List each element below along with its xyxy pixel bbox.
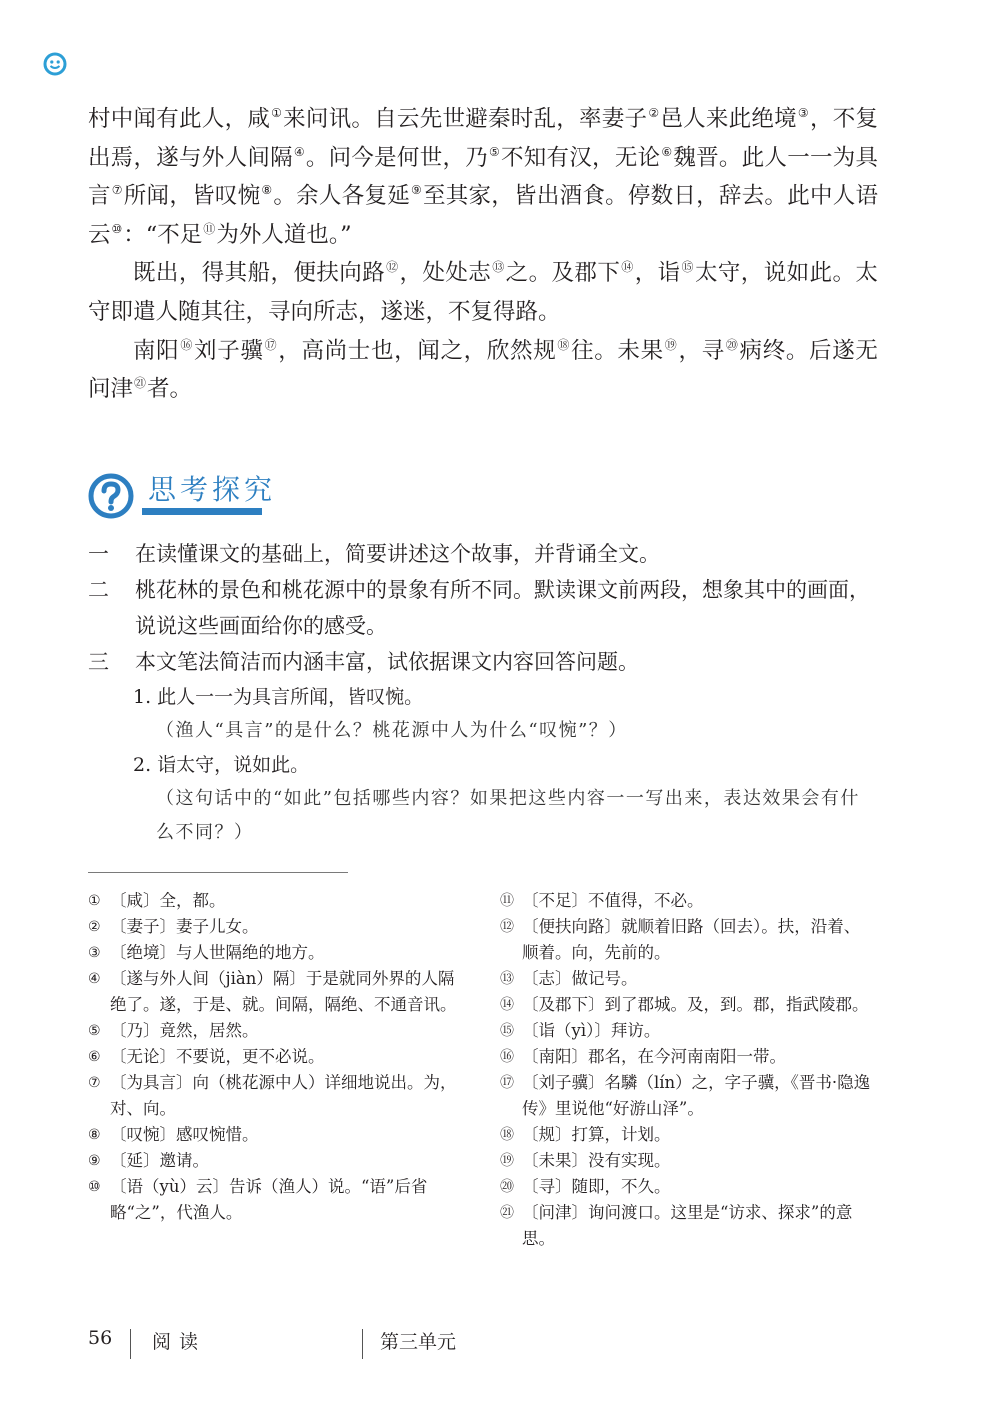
text-run: ，诣 bbox=[634, 260, 681, 287]
footnote-marker: ⑥ bbox=[661, 144, 673, 159]
footnote-number: ⑳ bbox=[500, 1179, 514, 1195]
footnote bbox=[88, 940, 463, 966]
footnote-marker: ⑦ bbox=[111, 183, 123, 198]
footnote-text: 〔不足〕不值得，不必。 bbox=[522, 891, 704, 910]
text-run: 者。 bbox=[147, 376, 193, 403]
question-text: 本文笔法简洁而内涵丰富，试依据课文内容回答问题。 bbox=[135, 650, 639, 674]
footnote-text: 〔妻子〕妻子儿女。 bbox=[110, 917, 259, 936]
footnote-text: 〔未果〕没有实现。 bbox=[522, 1151, 671, 1170]
footnote-text: 〔规〕打算，计划。 bbox=[522, 1125, 671, 1144]
footnote-number: ⑰ bbox=[500, 1075, 514, 1091]
footnote-text: 〔志〕做记号。 bbox=[522, 969, 638, 988]
text-run: 南阳 bbox=[133, 337, 180, 364]
footnote-text: 〔寻〕随即，不久。 bbox=[522, 1177, 671, 1196]
footnote-text: 〔无论〕不要说，更不必说。 bbox=[110, 1047, 325, 1066]
text-run: 村中闻有此人，咸 bbox=[88, 106, 271, 132]
footnote-divider bbox=[88, 872, 348, 873]
footnote-number: ⑨ bbox=[88, 1153, 101, 1169]
footnote-number: ② bbox=[88, 919, 101, 935]
footnote-marker: ⑬ bbox=[492, 260, 505, 275]
text-run: 魏晋。此人一一为具言 bbox=[88, 144, 878, 210]
footnote bbox=[500, 914, 872, 966]
text-run: 不知有汉，无论 bbox=[501, 144, 661, 171]
footnote-marker: ⑲ bbox=[664, 337, 678, 352]
sub-question-1: 1. 此人一一为具言所闻，皆叹惋。 bbox=[133, 686, 424, 708]
footnote-text: 〔南阳〕郡名，在今河南南阳一带。 bbox=[522, 1047, 786, 1066]
footnote bbox=[88, 1122, 463, 1148]
text-run: 所闻，皆叹惋 bbox=[123, 183, 261, 210]
footnote bbox=[500, 888, 872, 914]
footer-section-label: 阅读 bbox=[152, 1331, 207, 1353]
footnote-number: ㉑ bbox=[500, 1205, 514, 1221]
footnote bbox=[500, 1122, 872, 1148]
footnote-marker: ⑩ bbox=[111, 221, 123, 236]
text-run: 病终。后遂无问津 bbox=[88, 337, 878, 403]
footnote-text: 〔诣（yì）〕拜访。 bbox=[522, 1021, 661, 1040]
footnotes-left bbox=[88, 888, 463, 1226]
footnote-marker: ⑫ bbox=[386, 260, 399, 275]
footnote-marker: ⑳ bbox=[725, 337, 739, 352]
footnote-text: 〔乃〕竟然，居然。 bbox=[110, 1021, 259, 1040]
text-run: 至其家，皆出酒食。停数日，辞去。此中人语云 bbox=[88, 183, 878, 248]
question-number: 一 bbox=[88, 542, 109, 566]
page-number: 56 bbox=[88, 1327, 113, 1349]
footnote-text: 〔为具言〕向（桃花源中人）详细地说出。为，对、向。 bbox=[110, 1073, 457, 1118]
footnote-text: 〔延〕邀请。 bbox=[110, 1151, 209, 1170]
footnote bbox=[500, 1148, 872, 1174]
paragraph-2 bbox=[88, 254, 878, 331]
sub-question-2-hint: （这句话中的“如此”包括哪些内容？如果把这些内容一一写出来，表达效果会有什么不同？） bbox=[156, 788, 860, 843]
questions-list bbox=[88, 536, 878, 850]
footnote-number: ⑬ bbox=[500, 971, 514, 987]
footnote-marker: ⑧ bbox=[261, 183, 273, 198]
footnote-marker: ⑰ bbox=[264, 337, 278, 352]
footnote-number: ⑯ bbox=[500, 1049, 514, 1065]
text-run: 来问讯。自云先世避秦时乱，率妻子 bbox=[283, 106, 648, 132]
footnote bbox=[88, 914, 463, 940]
text-run: 邑人来此绝境 bbox=[660, 106, 797, 132]
footnote bbox=[500, 1018, 872, 1044]
question-text: 在读懂课文的基础上，简要讲述这个故事，并背诵全文。 bbox=[135, 542, 660, 566]
footnote-text: 〔绝境〕与人世隔绝的地方。 bbox=[110, 943, 325, 962]
footnote-marker: ③ bbox=[797, 106, 809, 120]
text-run: 。问今是何世，乃 bbox=[305, 144, 488, 171]
paragraph-1 bbox=[88, 100, 878, 254]
text-run: 往。未果 bbox=[571, 337, 664, 364]
text-run: 之。及郡下 bbox=[505, 260, 621, 287]
question-1 bbox=[88, 536, 878, 572]
footnote-marker: ⑱ bbox=[557, 337, 571, 352]
footnote bbox=[88, 1018, 463, 1044]
text-run: ：“不足 bbox=[123, 221, 203, 248]
section-title-underline bbox=[142, 508, 262, 515]
footnote bbox=[88, 1174, 463, 1226]
question-number: 二 bbox=[88, 578, 109, 602]
footnote bbox=[88, 966, 463, 1018]
footnote-number: ⑪ bbox=[500, 893, 514, 909]
text-run: 为外人道也。” bbox=[216, 221, 352, 248]
text-run: ，高尚士也，闻之，欣然规 bbox=[278, 337, 557, 364]
footnote bbox=[500, 992, 872, 1018]
footnote-text: 〔咸〕全，都。 bbox=[110, 891, 226, 910]
sub-question-2: 2. 诣太守，说如此。 bbox=[133, 754, 310, 776]
footnote-marker: ⑮ bbox=[681, 260, 694, 275]
footnote bbox=[500, 1174, 872, 1200]
footnote-marker: ㉑ bbox=[134, 376, 147, 391]
footnote bbox=[500, 1070, 872, 1122]
footnote-number: ⑫ bbox=[500, 919, 514, 935]
text-run: 太守，说如此。太守即遣人随其往，寻向所志，遂迷，不复得路。 bbox=[88, 260, 878, 325]
text-run: ，不复出焉，遂与外人间隔 bbox=[88, 106, 878, 171]
footnote-marker: ⑨ bbox=[410, 183, 423, 198]
footnote-text: 〔便扶向路〕就顺着旧路（回去）。扶，沿着、顺着。向，先前的。 bbox=[522, 917, 861, 962]
text-run: 刘子骥 bbox=[194, 337, 264, 364]
footnote-marker: ⑤ bbox=[488, 144, 501, 159]
footnote-text: 〔语（yù）云〕告诉（渔人）说。“语”后省略“之”，代渔人。 bbox=[110, 1177, 428, 1222]
footnotes-right bbox=[500, 888, 872, 1252]
footnote-number: ⑩ bbox=[88, 1179, 101, 1195]
footnote-number: ⑱ bbox=[500, 1127, 514, 1143]
footnote bbox=[88, 1148, 463, 1174]
footnote-marker: ② bbox=[648, 106, 660, 120]
footnote bbox=[88, 1070, 463, 1122]
footnote-text: 〔叹惋〕感叹惋惜。 bbox=[110, 1125, 259, 1144]
footnote-marker: ⑪ bbox=[203, 221, 216, 236]
main-text bbox=[88, 100, 878, 409]
footnote-number: ⑥ bbox=[88, 1049, 101, 1065]
text-run: 。余人各复延 bbox=[273, 183, 410, 210]
footnote bbox=[500, 1200, 872, 1252]
footnote-number: ④ bbox=[88, 971, 101, 987]
footnote-number: ⑤ bbox=[88, 1023, 101, 1039]
footnote bbox=[88, 888, 463, 914]
footer-divider bbox=[130, 1329, 131, 1359]
footnote bbox=[88, 1044, 463, 1070]
footnote-marker: ⑯ bbox=[180, 337, 194, 352]
footnote-number: ⑮ bbox=[500, 1023, 514, 1039]
sub-question-1-hint: （渔人“具言”的是什么？桃花源中人为什么“叹惋”？） bbox=[156, 720, 628, 741]
footer-unit-label: 第三单元 bbox=[380, 1331, 457, 1353]
footnote-number: ⑦ bbox=[88, 1075, 101, 1091]
text-run: 既出，得其船，便扶向路 bbox=[133, 260, 386, 287]
text-run: ，处处志 bbox=[399, 260, 492, 287]
question-text: 桃花林的景色和桃花源中的景象有所不同。默读课文前两段，想象其中的画面，说说这些画面给你的感受。 bbox=[135, 578, 870, 638]
footnote-text: 〔刘子骥〕名驎（lín）之，字子骥，《晋书·隐逸传》里说他“好游山泽”。 bbox=[522, 1073, 871, 1118]
footnote-number: ③ bbox=[88, 945, 101, 961]
footnote-text: 〔遂与外人间（jiàn）隔〕于是就同外界的人隔绝了。遂，于是、就。间隔，隔绝、不通音讯。 bbox=[110, 969, 457, 1014]
footer-divider bbox=[362, 1329, 363, 1359]
question-3 bbox=[88, 644, 878, 680]
footnote-number: ⑧ bbox=[88, 1127, 101, 1143]
footnote bbox=[500, 966, 872, 992]
smiley-face-icon bbox=[43, 52, 67, 76]
footnote-marker: ④ bbox=[293, 144, 305, 159]
footnote-number: ⑭ bbox=[500, 997, 514, 1013]
question-mark-icon bbox=[88, 473, 134, 519]
section-title: 思考探究 bbox=[148, 473, 277, 506]
footnote bbox=[500, 1044, 872, 1070]
footnote-number: ⑲ bbox=[500, 1153, 514, 1169]
footnote-marker: ⑭ bbox=[621, 260, 634, 275]
section-header bbox=[88, 468, 388, 528]
footnote-number: ① bbox=[88, 893, 101, 909]
footnote-marker: ① bbox=[271, 106, 283, 120]
footnote-text: 〔及郡下〕到了郡城。及，到。郡，指武陵郡。 bbox=[522, 995, 869, 1014]
paragraph-3 bbox=[88, 332, 878, 409]
page-footer bbox=[0, 1327, 1000, 1363]
question-number: 三 bbox=[88, 650, 109, 674]
question-2 bbox=[88, 572, 878, 644]
footnote-text: 〔问津〕询问渡口。这里是“访求、探求”的意思。 bbox=[522, 1203, 853, 1248]
text-run: ，寻 bbox=[678, 337, 725, 364]
